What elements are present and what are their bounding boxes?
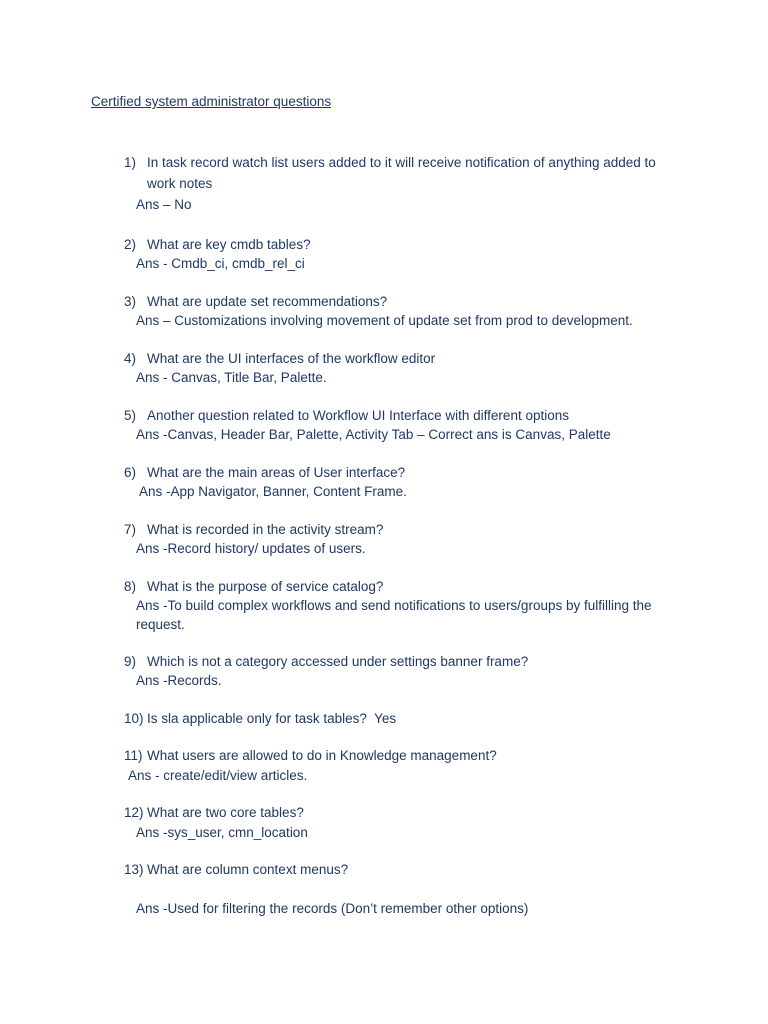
question-text: What are the UI interfaces of the workflow editor bbox=[147, 351, 436, 366]
question-number: 4) bbox=[124, 351, 137, 366]
answer-text: Ans -Records. bbox=[136, 673, 222, 688]
question-number: 10) bbox=[124, 711, 144, 726]
question-number: 2) bbox=[124, 237, 137, 252]
question-number: 7) bbox=[124, 522, 137, 537]
answer-text: Ans -App Navigator, Banner, Content Frame. bbox=[136, 484, 407, 499]
question-text: Another question related to Workflow UI Interface with different options bbox=[147, 408, 569, 423]
question-text: What are key cmdb tables? bbox=[147, 237, 311, 252]
answer-text: request. bbox=[136, 617, 185, 632]
answer-text: Ans - create/edit/view articles. bbox=[128, 768, 308, 783]
question-number: 5) bbox=[124, 408, 137, 423]
answer-text: Ans -Record history/ updates of users. bbox=[136, 541, 366, 556]
question-text: What are column context menus? bbox=[147, 862, 349, 877]
question-text: What are the main areas of User interface? bbox=[147, 465, 406, 480]
question-text: What are update set recommendations? bbox=[147, 294, 388, 309]
question-number: 12) bbox=[124, 805, 144, 820]
question-number: 9) bbox=[124, 654, 137, 669]
question-number: 3) bbox=[124, 294, 137, 309]
question-number: 1) bbox=[124, 155, 137, 170]
answer-text: Ans -Canvas, Header Bar, Palette, Activity Tab – Correct ans is Canvas, Palette bbox=[136, 427, 611, 442]
answer-text: Ans - Canvas, Title Bar, Palette. bbox=[136, 370, 327, 385]
answer-text: Ans - Cmdb_ci, cmdb_rel_ci bbox=[136, 256, 305, 271]
answer-text: Ans -Used for filtering the records (Don’t remember other options) bbox=[136, 901, 529, 916]
question-text: What is recorded in the activity stream? bbox=[147, 522, 384, 537]
question-text: What are two core tables? bbox=[147, 805, 304, 820]
document-title: Certified system administrator questions bbox=[91, 94, 332, 109]
question-text: Which is not a category accessed under settings banner frame? bbox=[147, 654, 529, 669]
question-text: What users are allowed to do in Knowledge management? bbox=[147, 748, 497, 763]
question-text: Is sla applicable only for task tables? Yes bbox=[147, 711, 397, 726]
answer-text: Ans – Customizations involving movement of update set from prod to development. bbox=[136, 313, 633, 328]
answer-text: Ans – No bbox=[136, 197, 192, 212]
question-text: What is the purpose of service catalog? bbox=[147, 579, 384, 594]
question-number: 11) bbox=[124, 748, 143, 763]
question-text: work notes bbox=[147, 176, 213, 191]
answer-text: Ans -To build complex workflows and send notifications to users/groups by fulfilling the bbox=[136, 598, 652, 613]
question-number: 6) bbox=[124, 465, 137, 480]
question-number: 8) bbox=[124, 579, 137, 594]
answer-text: Ans -sys_user, cmn_location bbox=[136, 825, 308, 840]
question-number: 13) bbox=[124, 862, 144, 877]
question-text: In task record watch list users added to it will receive notification of anything added to bbox=[147, 155, 656, 170]
